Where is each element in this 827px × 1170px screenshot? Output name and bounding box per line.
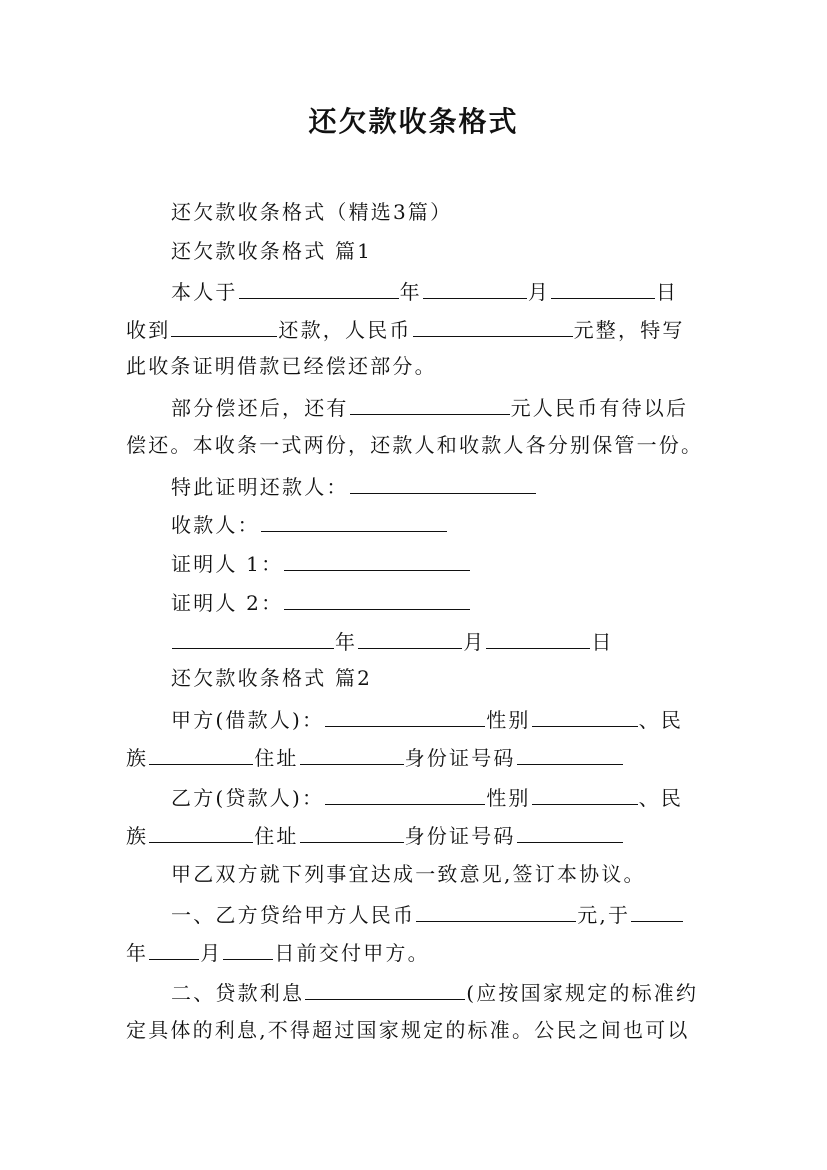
s1-p2-a: 部分偿还后，还有 <box>171 396 349 420</box>
blank-payer <box>171 314 277 337</box>
blank-interest <box>305 977 465 1000</box>
blank-witness1 <box>284 548 470 571</box>
partyA-eth-head: 族 <box>126 746 149 770</box>
blank-witness2 <box>284 587 470 610</box>
blank-loan-amount <box>416 899 576 922</box>
clause1-month: 月 <box>200 941 223 965</box>
sign-year: 年 <box>335 630 358 654</box>
partyB-address: 住址 <box>254 824 299 848</box>
sign-witness1 <box>171 548 471 578</box>
sign-payee-label: 收款人： <box>171 513 260 537</box>
section1-heading: 还欠款收条格式 篇1 <box>171 239 373 263</box>
document-title: 还欠款收条格式 <box>308 105 519 138</box>
s1-p1-day: 日 <box>656 280 679 304</box>
partyA-line1 <box>171 704 683 734</box>
agreement-line: 甲乙双方就下列事宜达成一致意见,签订本协议。 <box>171 862 646 886</box>
blank-partyB-name <box>325 782 485 805</box>
s1-p1-year: 年 <box>399 280 422 304</box>
blank-partyA-ethnicity <box>149 742 253 765</box>
sign-payee <box>171 509 448 539</box>
blank-loan-year <box>631 899 683 922</box>
clause1-line2 <box>126 937 430 967</box>
sign-witness2-label: 证明人 2： <box>171 591 284 615</box>
sign-date <box>171 626 614 656</box>
sign-day: 日 <box>591 630 614 654</box>
partyB-eth-tail: 、民 <box>638 786 684 810</box>
s1-p1-line2 <box>126 314 685 344</box>
blank-partyA-gender <box>532 704 638 727</box>
blank-partyA-address <box>300 742 404 765</box>
clause1-tail: 日前交付甲方。 <box>274 941 430 965</box>
document-subtitle: 还欠款收条格式（精选3篇） <box>171 200 453 224</box>
blank-year <box>239 276 399 299</box>
partyA-address: 住址 <box>254 746 299 770</box>
clause1-year: 年 <box>126 941 149 965</box>
s1-p2-line2: 偿还。本收条一式两份，还款人和收款人各分别保管一份。 <box>126 433 704 457</box>
s1-p1-intro: 本人于 <box>171 280 238 304</box>
blank-loan-day <box>223 937 273 960</box>
clause2-line1 <box>171 977 698 1007</box>
partyA-line2 <box>126 742 624 772</box>
blank-sign-year <box>172 626 334 649</box>
partyB-line2 <box>126 820 624 850</box>
blank-partyB-address <box>300 820 404 843</box>
clause1-a: 一、乙方贷给甲方人民币 <box>171 903 416 927</box>
blank-partyB-id <box>517 820 623 843</box>
sign-witness2 <box>171 587 471 617</box>
s1-p1-month: 月 <box>527 280 551 304</box>
blank-sign-day <box>486 626 590 649</box>
sign-repayer-label: 特此证明还款人： <box>171 475 349 499</box>
blank-repayer <box>350 471 536 494</box>
s1-p2-b: 元人民币有待以后 <box>510 396 689 420</box>
blank-loan-month <box>149 937 199 960</box>
s1-p1-received: 收到 <box>126 318 171 342</box>
blank-payee <box>261 509 447 532</box>
partyB-eth-head: 族 <box>126 824 149 848</box>
sign-witness1-label: 证明人 1： <box>171 552 284 576</box>
sign-repayer <box>171 471 537 501</box>
clause1-line1 <box>171 899 684 929</box>
clause2-b: (应按国家规定的标准约 <box>466 981 699 1005</box>
blank-sign-month <box>358 626 462 649</box>
blank-month <box>423 276 527 299</box>
partyA-gender: 性别 <box>486 708 531 732</box>
s1-p2-line1 <box>171 392 688 422</box>
blank-partyB-gender <box>532 782 638 805</box>
clause1-b: 元,于 <box>577 903 631 927</box>
s1-p1-tail: 元整，特写 <box>573 318 685 342</box>
s1-p1-line1 <box>171 276 678 306</box>
s1-p1-repay: 还款，人民币 <box>278 318 412 342</box>
blank-amount <box>413 314 573 337</box>
sign-month: 月 <box>463 630 486 654</box>
partyB-line1 <box>171 782 683 812</box>
blank-remaining <box>350 392 510 415</box>
blank-partyA-id <box>517 742 623 765</box>
partyA-id: 身份证号码 <box>404 746 516 770</box>
section2-heading: 还欠款收条格式 篇2 <box>171 666 373 690</box>
partyB-id: 身份证号码 <box>404 824 516 848</box>
partyA-label: 甲方(借款人)： <box>171 708 325 732</box>
blank-partyB-ethnicity <box>149 820 253 843</box>
partyA-eth-tail: 、民 <box>638 708 684 732</box>
partyB-label: 乙方(贷款人)： <box>171 786 325 810</box>
clause2-a: 二、贷款利息 <box>171 981 305 1005</box>
s1-p1-line3: 此收条证明借款已经偿还部分。 <box>126 354 437 378</box>
partyB-gender: 性别 <box>486 786 531 810</box>
blank-day <box>551 276 655 299</box>
blank-partyA-name <box>325 704 485 727</box>
clause2-line2: 定具体的利息,不得超过国家规定的标准。公民之间也可以 <box>126 1018 690 1042</box>
